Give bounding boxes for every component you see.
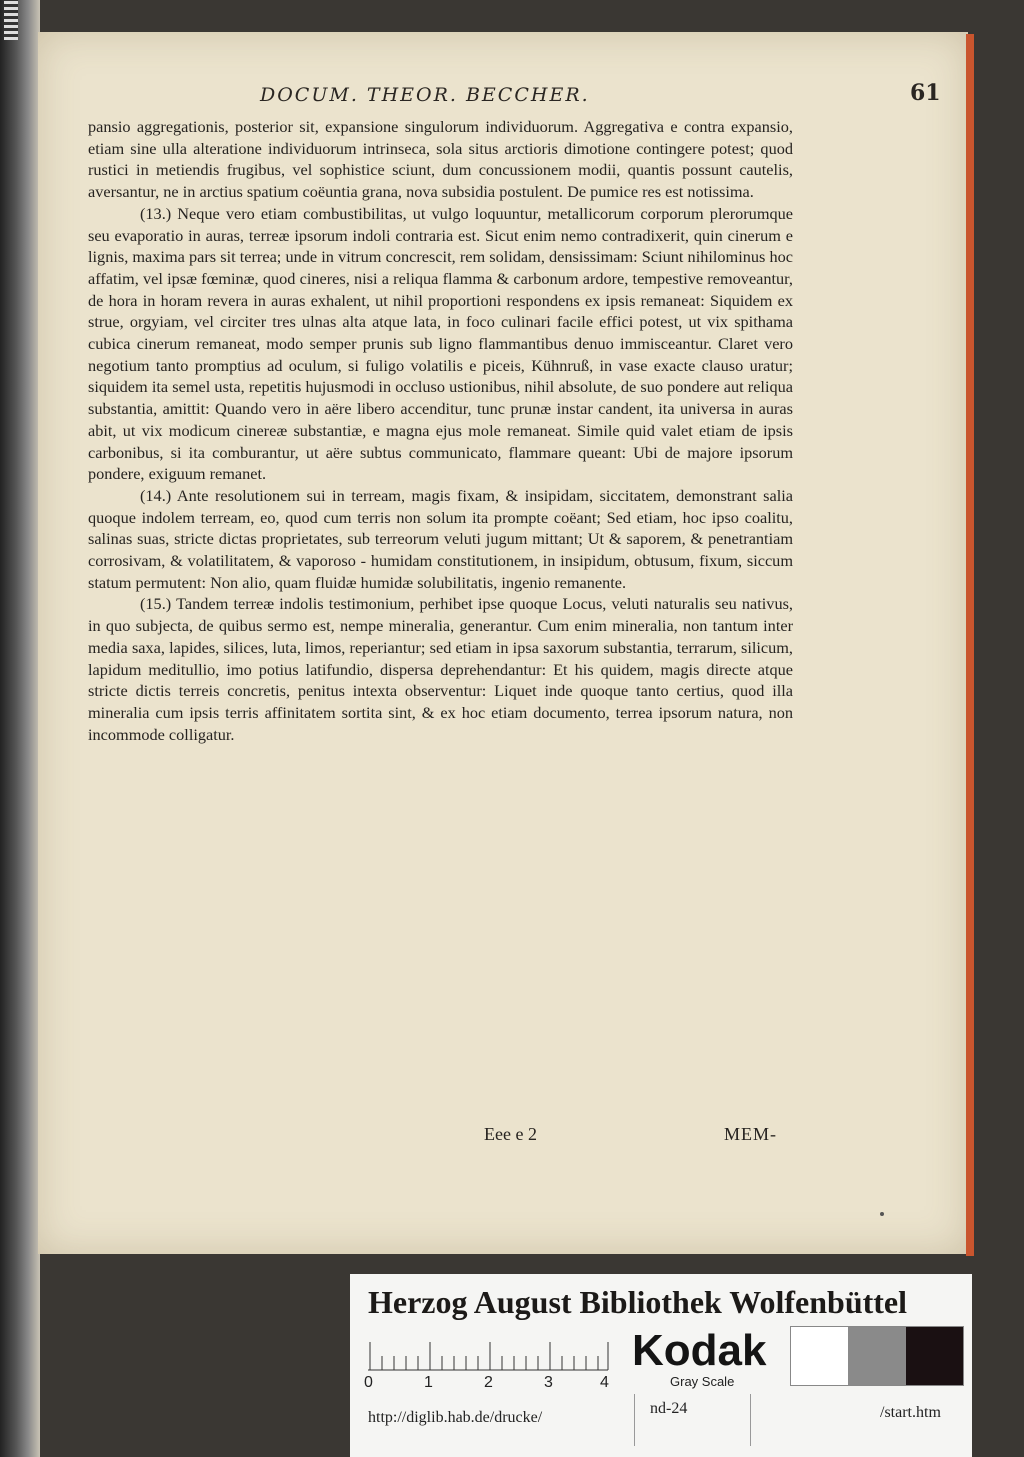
ruler-numbers: [362, 1374, 632, 1396]
gray-patch-white: [791, 1327, 848, 1385]
ruler-number: 4: [600, 1374, 609, 1391]
paragraph-15: (15.) Tandem terreæ indolis testimonium, perhibet ipse quoque Locus, veluti naturalis seu nativus, in quo subjecta, de quibus sermo est, nempe mineralia, generantur. Cum enim mineralia, non tantum inter media saxa, lapides, silices, luta, limos, reperiantur; sed etiam in ipsa saxorum substantia, terrarum, silicum, lapidum meditullio, imo potius latifundio, dispersa deprehendantur: Et his quidem, magis directe atque stricte dictis terreis concretis, penitus intexta observentur: Liquet inde quoque tanto certius, quod illa mineralia cum ipsis terris affinitatem sortita sint, & ex hoc etiam documento, terrea ipsorum natura, non incommode colligatur.: [88, 594, 793, 744]
kodak-logo: Kodak: [632, 1326, 767, 1375]
ruler-number: 2: [484, 1374, 493, 1391]
library-name: Herzog August Bibliothek Wolfenbüttel: [368, 1284, 908, 1320]
running-title: DOCUM. THEOR. BECCHER.: [260, 84, 590, 106]
paragraph-14: (14.) Ante resolutionem sui in terream, magis fixam, & insipidam, siccitatem, demonstrant salia quoque indolem terream, eo, quod cum terris non solum ita prompte coëant; Sed etiam, hoc ipso coalitu, salinas suas, stricte dictas proprietates, sub terreorum veluti jugum mittant; Ut & saporem, & penetrantiam corrosivam, & volatilitatem, & vaporoso - humidam constitutionem, in insipidum, obtusum, fixum, siccum statum permutent: Non alio, quam fluidæ humidæ solubilitatis, ingenio remanente.: [88, 485, 793, 592]
gray-scale-patches: [790, 1326, 964, 1386]
ruler-number: 1: [424, 1374, 433, 1391]
ruler-number: 3: [544, 1374, 553, 1391]
red-page-edge: [966, 34, 974, 1256]
body-text: [88, 116, 793, 745]
page-number: 61: [910, 80, 941, 106]
page-speck: [880, 1212, 884, 1216]
gray-patch-black: [906, 1327, 963, 1385]
url-prefix: http://diglib.hab.de/drucke/: [368, 1409, 543, 1426]
ruler-number: 0: [364, 1374, 373, 1391]
library-label-card: [350, 1274, 972, 1457]
signature-mark: Eee e 2: [484, 1124, 537, 1144]
ruler-scale: [368, 1332, 628, 1372]
binding-stitching: [4, 0, 18, 40]
paragraph-continuation: pansio aggregationis, posterior sit, expansione singulorum individuorum. Aggregativa e contra expansio, etiam sine ulla alteratione individuorum intrinseca, sola situs arctioris dimotione contingere potest; quod rustici in metiendis frugibus, vel sophistice sciunt, dum concussionem modii, quantis possunt cautelis, aversantur, ne in arctius spatium coëuntia grana, nova subsidia postulent. De pumice res est notissima.: [88, 117, 793, 202]
catchword: MEM-: [724, 1124, 777, 1144]
gray-patch-mid: [848, 1327, 905, 1385]
divider: [634, 1394, 635, 1446]
gray-scale-caption: Gray Scale: [670, 1374, 735, 1389]
url-suffix: /start.htm: [880, 1404, 941, 1421]
shelfmark: nd-24: [650, 1400, 688, 1417]
divider: [750, 1394, 751, 1446]
paragraph-13: (13.) Neque vero etiam combustibilitas, ut vulgo loquuntur, metallicorum corporum plerorumque seu evaporatio in auras, terreæ ipsorum indoli contraria est. Sicut enim nemo contradixerit, quin cinerum e lignis, maxima pars sit terrea; unde in vitrum concrescit, rem solidam, densissimam: Sciunt nihilominus hoc affatim, vel ipsæ fœminæ, quod cineres, nisi a reliqua flamma & carbonum ardore, tempestive removeantur, de hora in horam revera in auras exhalent, ut nihil proportioni respondens ex ipsis remaneat: Siquidem ex strue, orgyiam, vel circiter tres ulnas alta atque lata, in foco culinari facile effici potest, ut vix spithama cubica cinerum remaneat, modo semper prunis sub ligno flammantibus denuo immisceantur. Claret vero negotium tanto promptius ad oculum, si fuligo volatilis e piceis, Kühnruß, in vase exacte clauso uratur; siquidem ita semel usta, repetitis hujusmodi in occluso ustionibus, nihil absolute, de suo pondere aut reliqua substantia, amittit: Quando vero in aëre libero accenditur, tunc prunæ instar candent, ita universa in auras abit, ut vix modicum cinereæ substantiæ, e magna ejus mole remaneat. Simile quid valet etiam de ipsis carbonibus, si ita comburantur, ut aëre subtus communicato, flammare queant: Ubi de majore ipsorum pondere, exiguum remanet.: [88, 203, 793, 484]
book-binding: [0, 0, 40, 1457]
